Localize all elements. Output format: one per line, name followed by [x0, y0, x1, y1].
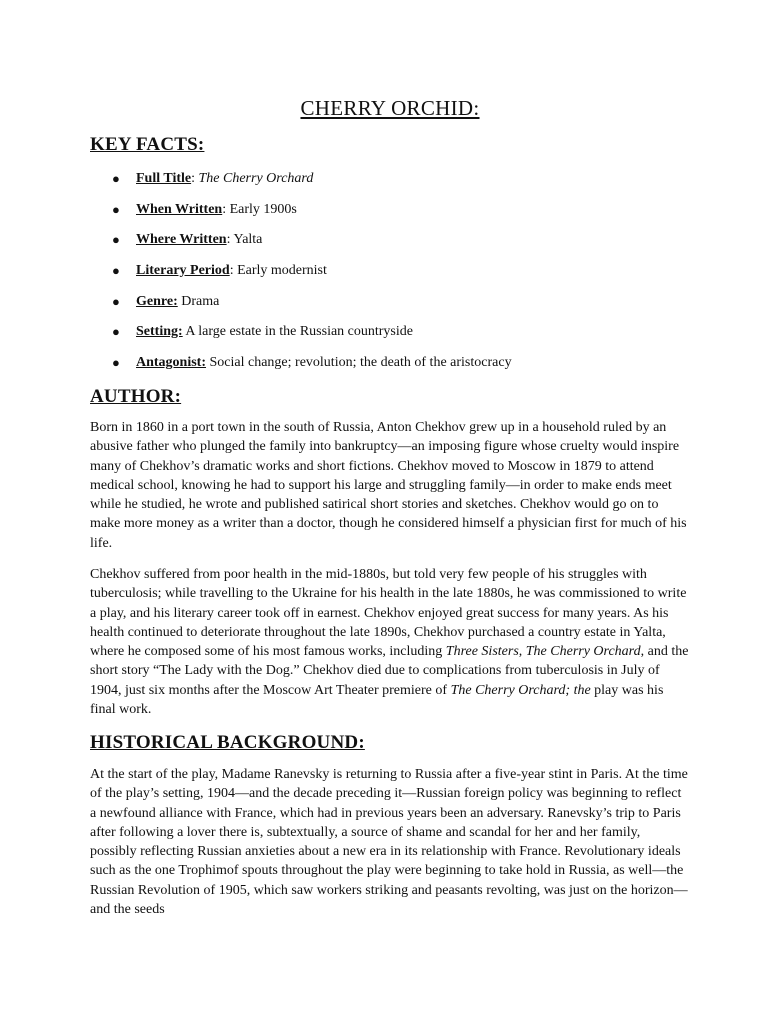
- bullet-icon: ●: [112, 171, 120, 186]
- fact-label: Literary Period: [136, 263, 230, 279]
- fact-value: Yalta: [233, 232, 263, 248]
- bullet-icon: ●: [112, 263, 120, 279]
- key-facts-heading: KEY FACTS:: [90, 134, 205, 155]
- author-paragraph-1: Born in 1860 in a port town in the south of Russia, Anton Chekhov grew up in a household ruled by an abusive father who plunged the family into bankruptcy—an imposing figure whose cruelty would inspire many of Chekhov’s dramatic works and short fictions. Chekhov moved to Moscow in 1879 to attend medical school, knowing he had to support his large and struggling family—in order to make ends meet while he studied, he wrote and published satirical short stories and sketches. Chekhov would go on to make more money as a writer than a doctor, though he considered himself a physician first for much of his life.: [90, 420, 687, 551]
- bullet-icon: ●: [112, 293, 120, 309]
- bullet-icon: ●: [112, 201, 120, 217]
- key-facts-list: [90, 170, 690, 385]
- bullet-icon: ●: [112, 324, 120, 340]
- fact-separator: :: [226, 232, 234, 248]
- fact-item-where-written: [90, 231, 690, 262]
- paragraph-text: play was his final work.: [90, 682, 664, 718]
- document-title: CHERRY ORCHID:: [300, 96, 480, 120]
- fact-value: Early 1900s: [229, 201, 297, 217]
- fact-value: Early modernist: [237, 263, 327, 279]
- fact-label: Full Title: [136, 171, 192, 186]
- fact-item-when-written: [90, 201, 690, 232]
- fact-item-full-title: [90, 170, 690, 201]
- fact-item-setting: [90, 323, 690, 354]
- fact-item-literary-period: [90, 262, 690, 293]
- paragraph-text: , and the short story “The Lady with the Dog.” Chekhov died due to complications from tuberculosis in July of 1904, just six months after the Moscow Art Theater premiere of: [90, 644, 689, 698]
- bullet-icon: ●: [112, 355, 120, 371]
- fact-item-genre: [90, 293, 690, 324]
- fact-label: Genre:: [136, 293, 178, 309]
- bullet-icon: ●: [112, 232, 120, 248]
- fact-item-antagonist: [90, 354, 690, 385]
- fact-separator: :: [191, 171, 199, 186]
- work-title: The Cherry Orchard; the: [450, 682, 591, 698]
- paragraph-text: ,: [518, 644, 526, 660]
- fact-value: Drama: [181, 293, 220, 309]
- work-title: Three Sisters: [445, 644, 519, 660]
- fact-value: Social change; revolution; the death of the aristocracy: [209, 355, 512, 371]
- work-title: The Cherry Orchard: [525, 644, 641, 660]
- fact-value: The Cherry Orchard: [198, 171, 314, 186]
- paragraph-text: Chekhov suffered from poor health in the mid-1880s, but told very few people of his struggles with tuberculosis; while travelling to the Ukraine for his health in the late 1880s, he was commissioned to write a play, and his literary career took off in earnest. Chekhov enjoyed great success for many years. As his health continued to deteriorate throughout the late 1890s, Chekhov purchased a country estate in Yalta, where he composed some of his most famous works, including: [90, 567, 687, 660]
- fact-label: Setting:: [136, 324, 183, 340]
- fact-separator: :: [222, 201, 230, 217]
- historical-paragraph: At the start of the play, Madame Ranevsky is returning to Russia after a five-year stint in Paris. At the time of the play’s setting, 1904—and the decade preceding it—Russian foreign policy was beginning to reflect a newfound alliance with France, which had in previous years been an adversary. Ranevsky’s trip to Paris after following a lover there is, subtextually, a source of shame and scandal for her and her family, possibly reflecting Russian anxieties about a new era in its relationship with France. Revolutionary ideals such as the one Trophimof spouts throughout the play were beginning to take hold in Russia, as well—the Russian Revolution of 1905, which saw workers striking and peasants revolting, was just on the horizon—and the seeds: [90, 767, 688, 918]
- fact-label: Where Written: [136, 232, 227, 248]
- fact-value: A large estate in the Russian countryside: [185, 324, 413, 340]
- historical-background-heading: HISTORICAL BACKGROUND:: [90, 732, 365, 753]
- fact-separator: :: [229, 263, 238, 279]
- fact-label: When Written: [136, 201, 223, 217]
- author-heading: AUTHOR:: [90, 386, 182, 407]
- fact-label: Antagonist:: [136, 355, 207, 371]
- author-paragraph-2: [90, 565, 690, 719]
